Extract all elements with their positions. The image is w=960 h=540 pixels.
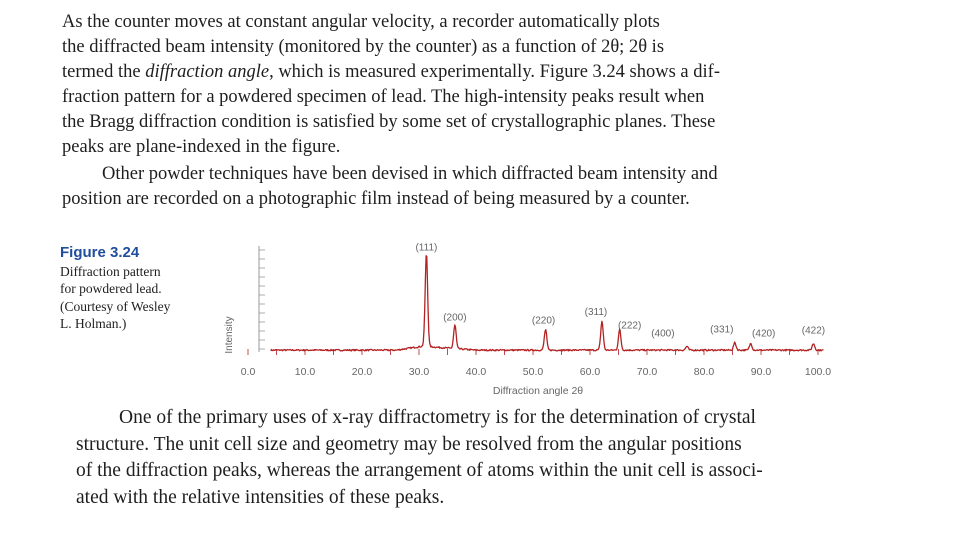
text-line: the diffracted beam intensity (monitored by the counter) as a function of 2θ; 2θ is (62, 37, 665, 57)
x-tick-labels (241, 366, 832, 378)
diffraction-trace (271, 256, 824, 351)
x-tick-label: 60.0 (579, 366, 601, 378)
text-line: Other powder techniques have been devised in which diffracted beam intensity and (102, 164, 718, 184)
peak-label: (220) (531, 315, 556, 327)
x-tick-label: 80.0 (693, 366, 715, 378)
x-tick-label: 10.0 (294, 366, 316, 378)
x-tick-label: 40.0 (465, 366, 487, 378)
peak-label: (311) (584, 306, 608, 318)
term-emphasis: diffraction angle (145, 62, 270, 82)
peak-labels (415, 242, 825, 339)
text-line: position are recorded on a photographic film instead of being measured by a counter. (62, 189, 690, 209)
text-line: ated with the relative intensities of these peaks. (76, 486, 445, 508)
x-tick-label: 70.0 (636, 366, 658, 378)
caption-line: L. Holman.) (60, 316, 127, 331)
diffraction-pattern-chart (210, 232, 850, 402)
figure-label: Figure 3.24 (60, 244, 140, 261)
x-tick-label: 50.0 (522, 366, 544, 378)
y-axis (259, 246, 265, 352)
x-tick-label: 0.0 (240, 366, 256, 378)
text-line: As the counter moves at constant angular velocity, a recorder automatically plots (62, 12, 660, 32)
x-tick-label: 100.0 (804, 366, 832, 378)
text-line: the Bragg diffraction condition is satisfied by some set of crystallographic planes. These (62, 112, 716, 132)
figure-caption (60, 244, 220, 333)
paragraph-counter-recorder (62, 10, 852, 160)
x-axis-label: Diffraction angle 2θ (492, 385, 584, 397)
paragraph-crystal-structure (76, 405, 924, 511)
text-line: peaks are plane-indexed in the figure. (62, 137, 341, 157)
text-line: fraction pattern for a powdered specimen of lead. The high-intensity peaks result when (62, 87, 705, 107)
peak-label: (422) (801, 325, 826, 337)
text-line: of the diffraction peaks, whereas the arrangement of atoms within the unit cell is associ- (76, 460, 763, 481)
text-line: One of the primary uses of x-ray diffractometry is for the determination of crystal (119, 407, 756, 428)
caption-line: for powdered lead. (60, 281, 162, 296)
peak-label: (200) (443, 312, 467, 324)
y-axis-label: Intensity (224, 316, 235, 354)
caption-line: (Courtesy of Wesley (60, 298, 171, 314)
x-tick-label: 20.0 (351, 366, 373, 378)
text-line: termed the diffraction angle, which is measured experimentally. Figure 3.24 shows a dif- (62, 62, 720, 82)
x-tick-label: 90.0 (750, 366, 772, 378)
peak-label: (222) (617, 320, 642, 332)
peak-label: (400) (651, 328, 675, 340)
x-tick-label: 30.0 (408, 366, 430, 378)
peak-label: (331) (710, 324, 734, 336)
text-line: structure. The unit cell size and geometry may be resolved from the angular positions (76, 433, 742, 455)
peak-label: (420) (752, 328, 776, 340)
caption-line: Diffraction pattern (60, 263, 161, 279)
paragraph-photographic-film (62, 162, 852, 212)
peak-label: (111) (415, 242, 438, 254)
